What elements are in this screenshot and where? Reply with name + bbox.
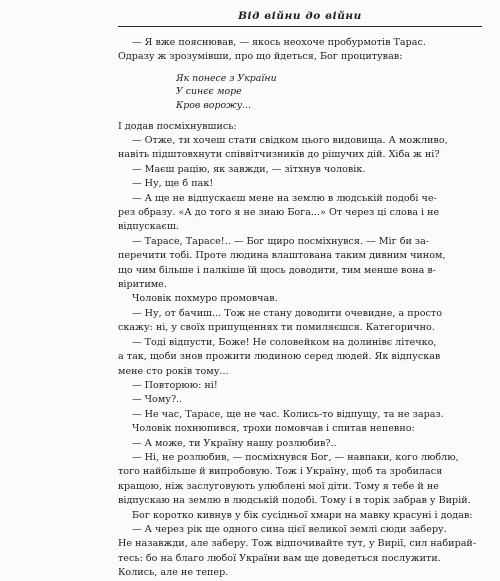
text-line: Чоловік похмуро промовчав. [132, 293, 278, 305]
text-line: — Я вже пояснював, — якось неохоче пробурмотів Тарас. [132, 37, 426, 48]
text-line: Колись, але не тепер. [118, 567, 229, 579]
body-text [118, 36, 482, 581]
text-line: — Ну, от бачиш... Тож не стану доводити очевидне, а просто [132, 307, 443, 319]
text-line: того найбільше й випробовую. Тож і Україну, щоб та зробилася [118, 466, 443, 478]
text-line: — Тоді відпусти, Боже! Не соловейком на долинівє літечко, [132, 336, 437, 348]
verse-line: Кров ворожу... [176, 100, 252, 111]
text-line: — А ще не відпускаєш мене на землю в людській подобі че- [132, 192, 437, 204]
text-line: Чоловік похнюпився, трохи помовчав і спитав непевно: [132, 423, 415, 435]
text-line: — А через рік ще одного сина цієї великої землі сюди заберу. [132, 523, 447, 535]
text-line: що чим більше і палкіше їй щось доводити, тим менше вона в- [118, 264, 437, 276]
text-line: — Повторюю: ні! [132, 379, 218, 391]
text-line: скажу: ні, у своїх припущеннях ти помиляєшся. Категорично. [118, 322, 435, 334]
text-line: перечити тобі. Проте людина влаштована таким дивним чином, [118, 250, 446, 262]
text-line: відпускаю на землю в людській подобі. Тому і в торік забрав у Вирій. [118, 495, 471, 507]
text-line: — Маєш рацію, як завжди, — зітхнув чоловік. [132, 163, 366, 175]
text-line: навіть підштовхнути співвітчизників до рішучих дій. Хіба ж ні? [118, 149, 440, 161]
text-line: — Ні, не розлюбив, — посміхнувся Бог, — навпаки, кого люблю, [132, 451, 459, 463]
verse-line: Як понесе з України [176, 72, 277, 84]
text-line: — Отже, ти хочеш стати свідком цього видовища. А можливо, [132, 135, 448, 146]
text-line: — Ну, ще б пак! [132, 178, 214, 190]
text-line: мене сто років тому... [118, 365, 229, 377]
text-line: відпускаєш. [118, 221, 179, 233]
text-line: кращою, ніж заслуговують улюблені мої діти. Тому я тебе й не [118, 480, 439, 492]
text-line: — А може, ти Україну нашу розлюбив?.. [132, 437, 337, 449]
text-line: Бог коротко кивнув у бік сусідньої хмари на мавку красуні і додав: [132, 509, 473, 521]
text-line: Не назавжди, але заберу. Тож відпочивайте тут, у Вирії, сил набирай- [118, 538, 477, 550]
text-line: — Тарасе, Тарасе!.. — Бог щиро посміхнувся. — Міг би за- [132, 235, 430, 247]
text-line: тесь: бо на благо любої України вам ще доведеться послужити. [118, 552, 441, 564]
verse-line: У синєє море [176, 86, 242, 98]
running-header: Від війни до війни [118, 10, 482, 27]
text-line: віритиме. [118, 279, 167, 291]
text-line: — Не час, Тарасе, ще не час. Колись-то відпущу, та не зараз. [132, 408, 444, 420]
text-line: І додав посміхнувшись: [118, 120, 237, 132]
text-line: Одразу ж зрозумівши, про що йдеться, Бог процитував: [118, 51, 403, 63]
text-line: — Чому?.. [132, 394, 183, 406]
text-line: рез образу. «А до того я не знаю Бога...» От через ці слова і не [118, 207, 440, 219]
text-line: а так, щоби знов прожити людиною серед людей. Як відпускав [118, 351, 441, 363]
